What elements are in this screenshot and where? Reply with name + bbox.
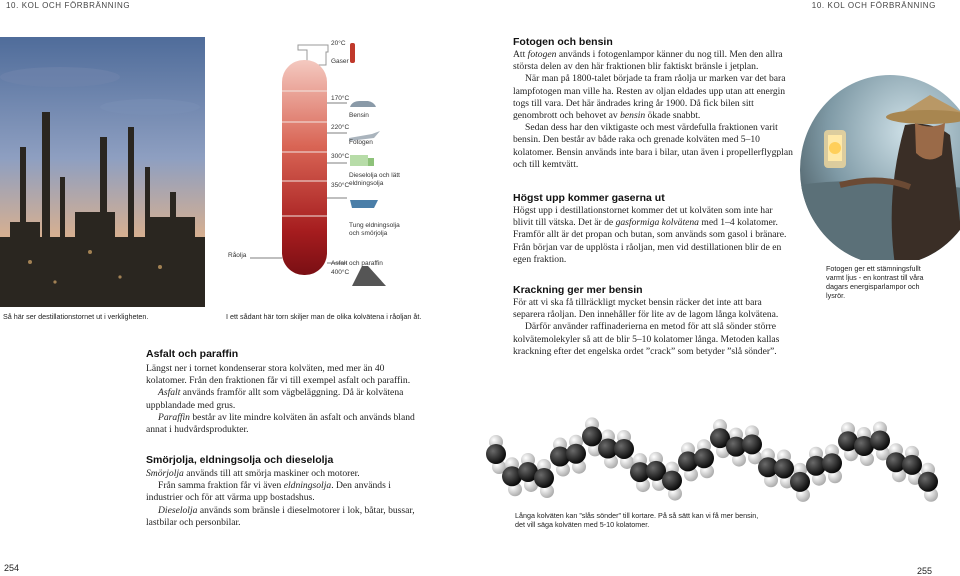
carbon-atom: [694, 448, 714, 468]
carbon-atom: [870, 430, 890, 450]
page-number-left: 254: [4, 563, 20, 573]
term: gasformiga kolvätena: [615, 217, 699, 229]
road-icon: [352, 266, 386, 286]
paragraph: Dieselolja används som bränsle i dieselmotorer i lok, båtar, bussar, lastbilar och personbilar.: [146, 504, 415, 528]
paragraph: Längst ner i tornet kondenserar stora kolväten, med mer än 40 kolatomer. Från den fraktionen får vi till exempel asfalt och paraffin.: [146, 363, 411, 387]
term: bensin: [620, 110, 646, 122]
term: Asfalt: [158, 387, 181, 399]
carbon-atom: [582, 426, 602, 446]
term: Dieselolja: [158, 504, 198, 516]
carbon-atom: [486, 444, 506, 464]
fraction-label-heavy-oil: Tung eldningsolja och smörjolja: [349, 222, 400, 237]
fraction-label-gases: Gaser: [331, 58, 349, 65]
term: Paraffin: [158, 411, 190, 423]
paragraph: Högst upp i destillationstornet kommer det ut kolväten som inte har blivit till vätska. Det är de gasformiga kolvätena med 1–4 kolatomer. Framför allt är det propan och butan, som används som gasol i bränare. Från början var de upplösta i råoljan, men vid destillationen blir de en egen fraktion.: [513, 205, 787, 265]
paragraph: Därför använder raffinaderierna en metod för att slå sönder större kolvätemolekyler så att de blir 5–10 kolatomer långa. Metoden kallas krackning efter det engelska ordet ”crack” som betyder ”slå sönder”.: [513, 321, 780, 357]
paragraph: Paraffin består av lite mindre kolväten än asfalt och används bland annat i hudvårdsprodukter.: [146, 411, 415, 436]
section-heading: Krackning ger mer bensin: [513, 284, 643, 296]
carbon-atom: [822, 453, 842, 473]
molecule-caption: Långa kolväten kan ”slås sönder” till kortare. På så sätt kan vi få mer bensin, det vill säga kolväten med 5-10 kolatomer.: [515, 511, 759, 529]
carbon-atom: [662, 471, 682, 491]
term: fotogen: [527, 49, 557, 60]
molecule-chain-image: [480, 414, 950, 504]
section-gases: [513, 192, 795, 266]
temp-label: 400°C: [331, 269, 350, 276]
temp-label: 220°C: [331, 124, 350, 131]
paragraph: När man på 1800-talet började ta fram råolja ur marken var det bara lampfotogen man ville ha. Resten av oljan eldades upp utan att energin togs till vara. Det här ändrades kring år 1900. Då fick bilen sitt genombrott och behovet av bensin ökade snabbt.: [513, 73, 786, 122]
section-heading: Fotogen och bensin: [513, 36, 613, 48]
term: eldningsolja: [283, 480, 332, 492]
running-head-right: 10. KOL OCH FÖRBRÄNNING: [811, 1, 936, 10]
page-number-right: 255: [917, 566, 933, 576]
crude-oil-input-label: Råolja: [228, 252, 247, 259]
temp-label: 300°C: [331, 153, 350, 160]
fraction-label-asphalt: Asfalt och paraffin: [331, 260, 383, 267]
paragraph: Smörjolja används till att smörja maskiner och motorer.: [146, 468, 360, 479]
temp-label: 20°C: [331, 40, 346, 47]
carbon-atom: [918, 472, 938, 492]
fraction-label-petrol: Bensin: [349, 112, 369, 119]
paragraph: Sedan dess har den viktigaste och mest värdefulla fraktionen varit bensin. Den består av både raka och grenade kolväten med 5–10 kolatomer. Bensin används inte bara i bilar, utan även i propellerflygplan och till kemtvätt.: [513, 122, 793, 170]
fraction-label-diesel: Dieselolja och lätt eldningsolja: [349, 172, 400, 187]
section-cracking: [513, 284, 795, 358]
distillation-tower-diagram: [222, 38, 402, 288]
paragraph: Asfalt används framför allt som vägbeläggning. Då är kolvätena uppblandade med grus.: [146, 387, 404, 411]
paragraph: För att vi ska få tillräckligt mycket bensin räcker det inte att bara separera råoljan. Den innehåller för lite av de lagom långa kolvätena.: [513, 297, 779, 321]
section-heading: Smörjolja, eldningsolja och dieselolja: [146, 454, 334, 466]
section-heading: Asfalt och paraffin: [146, 348, 239, 360]
section-asphalt-paraffin: [146, 348, 424, 436]
refinery-photo: [0, 37, 205, 307]
paragraph: Från samma fraktion får vi även eldningsolja. Den används i industrier och för att värma upp bostadshus.: [146, 480, 391, 504]
running-head-left: 10. KOL OCH FÖRBRÄNNING: [6, 1, 131, 10]
carbon-atom: [566, 444, 586, 464]
refinery-photo-caption: Så här ser destillationstornet ut i verkligheten.: [3, 312, 149, 321]
lantern-photo: [800, 75, 960, 260]
carbon-atom: [614, 439, 634, 459]
carbon-atom: [790, 472, 810, 492]
section-lubricating-oil: [146, 454, 424, 529]
diagram-caption: I ett sådant här torn skiljer man de olika kolvätena i råoljan åt.: [226, 312, 422, 321]
carbon-atom: [774, 458, 794, 478]
temp-label: 170°C: [331, 95, 350, 102]
carbon-atom: [742, 434, 762, 454]
lantern-photo-caption: Fotogen ger ett stämningsfullt varmt ljus - en kontrast till våra dagars energisparlampor och lysrör.: [826, 264, 924, 300]
carbon-atom: [902, 455, 922, 475]
paragraph: Att fotogen används i fotogenlampor känner du nog till. Men den allra största delen av den här fraktionen blir faktiskt bränsle i jetplan.: [513, 49, 783, 73]
fraction-label-kerosene: Fotogen: [349, 139, 373, 146]
ship-icon: [350, 200, 378, 208]
section-kerosene-petrol: [513, 36, 795, 171]
term: Smörjolja: [146, 468, 184, 479]
gas-cylinder-icon: [350, 43, 355, 63]
carbon-atom: [534, 468, 554, 488]
car-icon: [350, 101, 376, 107]
temp-label: 350°C: [331, 182, 350, 189]
truck-icon: [350, 155, 374, 166]
section-heading: Högst upp kommer gaserna ut: [513, 192, 665, 204]
